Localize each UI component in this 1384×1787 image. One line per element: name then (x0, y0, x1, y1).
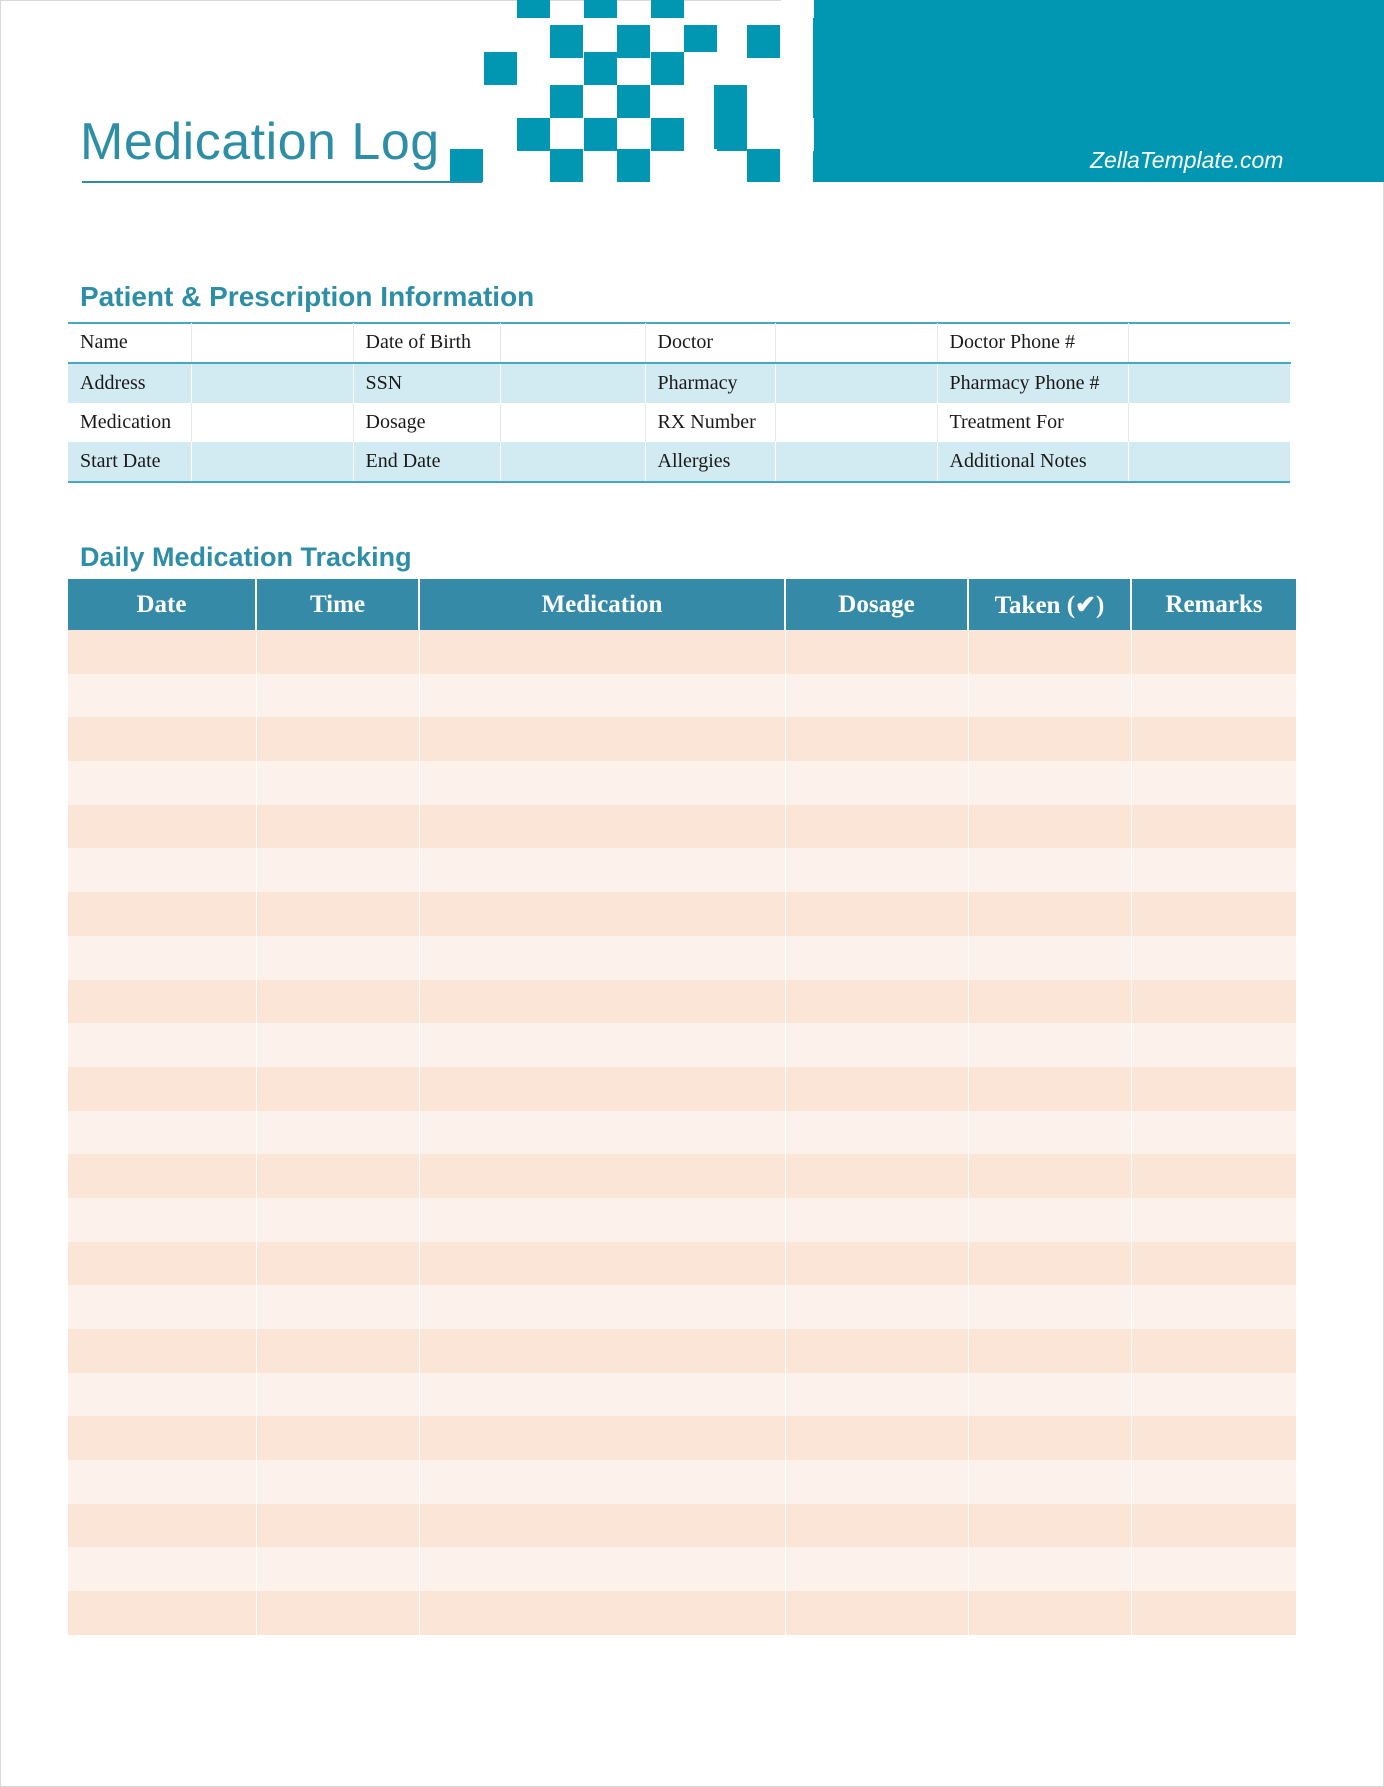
tracking-cell[interactable] (1131, 1329, 1296, 1373)
decor-square (781, 118, 814, 151)
info-row (68, 323, 1290, 363)
tracking-cell[interactable] (419, 1504, 785, 1548)
info-value-field[interactable] (1128, 363, 1290, 403)
tracking-cell[interactable] (968, 892, 1131, 936)
tracking-cell[interactable] (785, 1198, 968, 1242)
tracking-cell[interactable] (785, 630, 968, 674)
tracking-cell[interactable] (785, 1023, 968, 1067)
tracking-cell[interactable] (968, 848, 1131, 892)
tracking-cell[interactable] (968, 1242, 1131, 1286)
tracking-cell[interactable] (785, 761, 968, 805)
info-label: Pharmacy Phone # (937, 363, 1128, 403)
tracking-cell[interactable] (68, 674, 256, 718)
tracking-cell[interactable] (256, 892, 419, 936)
info-label: Pharmacy (645, 363, 775, 403)
info-value-field[interactable] (191, 403, 353, 442)
tracking-table (68, 579, 1296, 1635)
tracking-cell[interactable] (968, 1504, 1131, 1548)
tracking-cell[interactable] (419, 1242, 785, 1286)
info-label: Dosage (353, 403, 500, 442)
tracking-cell[interactable] (256, 674, 419, 718)
tracking-cell[interactable] (419, 980, 785, 1024)
table-row (68, 805, 1296, 849)
decor-square (584, 118, 617, 151)
tracking-cell[interactable] (68, 1154, 256, 1198)
title-underline (82, 181, 482, 183)
column-header: Dosage (785, 579, 968, 630)
decor-square (484, 52, 517, 85)
tracking-cell[interactable] (1131, 1198, 1296, 1242)
info-value-field[interactable] (775, 323, 937, 363)
tracking-cell[interactable] (256, 848, 419, 892)
tracking-cell[interactable] (419, 630, 785, 674)
tracking-cell[interactable] (68, 1023, 256, 1067)
tracking-cell[interactable] (968, 761, 1131, 805)
decor-square (584, 52, 617, 85)
decor-square (747, 149, 780, 182)
info-label: Treatment For (937, 403, 1128, 442)
info-value-field[interactable] (500, 403, 645, 442)
patient-info-table (68, 323, 1291, 481)
tracking-cell[interactable] (256, 936, 419, 980)
table-row (68, 1460, 1296, 1504)
tracking-cell[interactable] (1131, 1504, 1296, 1548)
info-value-field[interactable] (1128, 323, 1290, 363)
column-header: Medication (419, 579, 785, 630)
tracking-cell[interactable] (1131, 1547, 1296, 1591)
tracking-cell[interactable] (419, 1416, 785, 1460)
table-row (68, 1373, 1296, 1417)
tracking-cell[interactable] (1131, 761, 1296, 805)
info-value-field[interactable] (191, 323, 353, 363)
column-header: Time (256, 579, 419, 630)
tracking-cell[interactable] (785, 717, 968, 761)
table-row (68, 674, 1296, 718)
decor-square (550, 85, 583, 118)
tracking-cell[interactable] (1131, 848, 1296, 892)
website-label: ZellaTemplate.com (1090, 147, 1284, 173)
tracking-cell[interactable] (785, 1111, 968, 1155)
tracking-cell[interactable] (419, 1329, 785, 1373)
table-row (68, 1198, 1296, 1242)
tracking-cell[interactable] (968, 1023, 1131, 1067)
info-label: End Date (353, 442, 500, 481)
tracking-cell[interactable] (968, 1416, 1131, 1460)
column-header: Taken (✔) (968, 579, 1131, 630)
table-row (68, 980, 1296, 1024)
decor-square (651, 118, 684, 151)
tracking-cell[interactable] (1131, 805, 1296, 849)
tracking-cell[interactable] (256, 1547, 419, 1591)
tracking-cell[interactable] (256, 1023, 419, 1067)
table-row (68, 848, 1296, 892)
tracking-cell[interactable] (785, 1416, 968, 1460)
decor-square (684, 52, 717, 85)
tracking-cell[interactable] (256, 1504, 419, 1548)
info-value-field[interactable] (1128, 442, 1290, 481)
tracking-cell[interactable] (68, 980, 256, 1024)
tracking-cell[interactable] (256, 805, 419, 849)
tracking-cell[interactable] (785, 1547, 968, 1591)
table-row (68, 761, 1296, 805)
info-value-field[interactable] (775, 442, 937, 481)
tracking-cell[interactable] (256, 1154, 419, 1198)
tracking-cell[interactable] (1131, 674, 1296, 718)
tracking-cell[interactable] (785, 892, 968, 936)
tracking-cell[interactable] (1131, 1591, 1296, 1635)
tracking-cell[interactable] (1131, 630, 1296, 674)
tracking-cell[interactable] (785, 805, 968, 849)
info-value-field[interactable] (1128, 403, 1290, 442)
tracking-cell[interactable] (1131, 1285, 1296, 1329)
decor-square (651, 0, 684, 18)
tracking-cell[interactable] (419, 717, 785, 761)
tracking-cell[interactable] (256, 1591, 419, 1635)
decor-square (450, 149, 483, 182)
info-label: RX Number (645, 403, 775, 442)
table-row (68, 936, 1296, 980)
info-value-field[interactable] (191, 442, 353, 481)
table-row (68, 1154, 1296, 1198)
tracking-cell[interactable] (256, 980, 419, 1024)
decor-square (550, 25, 583, 58)
tracking-cell[interactable] (419, 761, 785, 805)
tracking-cell[interactable] (785, 1154, 968, 1198)
column-header: Date (68, 579, 256, 630)
tracking-cell[interactable] (968, 674, 1131, 718)
table-row (68, 1023, 1296, 1067)
decor-square (617, 149, 650, 182)
tracking-cell[interactable] (968, 1111, 1131, 1155)
tracking-cell[interactable] (968, 1547, 1131, 1591)
tracking-cell[interactable] (68, 1198, 256, 1242)
tracking-cell[interactable] (785, 936, 968, 980)
tracking-cell[interactable] (1131, 936, 1296, 980)
tracking-cell[interactable] (68, 1242, 256, 1286)
info-label: Date of Birth (353, 323, 500, 363)
tracking-cell[interactable] (256, 1067, 419, 1111)
info-row (68, 403, 1290, 442)
tracking-cell[interactable] (68, 892, 256, 936)
tracking-cell[interactable] (68, 761, 256, 805)
tracking-cell[interactable] (1131, 892, 1296, 936)
tracking-cell[interactable] (785, 1329, 968, 1373)
decor-square (517, 118, 550, 151)
tracking-cell[interactable] (419, 848, 785, 892)
decor-square (584, 0, 617, 18)
tracking-cell[interactable] (68, 848, 256, 892)
table-row (68, 1416, 1296, 1460)
tracking-cell[interactable] (68, 1547, 256, 1591)
info-label: Start Date (68, 442, 191, 481)
page-title: Medication Log (80, 113, 440, 171)
tracking-cell[interactable] (1131, 980, 1296, 1024)
tracking-cell[interactable] (68, 1067, 256, 1111)
tracking-cell[interactable] (1131, 1373, 1296, 1417)
info-label: SSN (353, 363, 500, 403)
tracking-cell[interactable] (256, 1285, 419, 1329)
table-row (68, 1591, 1296, 1635)
tracking-cell[interactable] (785, 1067, 968, 1111)
tracking-cell[interactable] (256, 761, 419, 805)
info-bottom-rule (68, 481, 1290, 483)
tracking-cell[interactable] (785, 674, 968, 718)
tracking-cell[interactable] (68, 1111, 256, 1155)
info-value-field[interactable] (775, 403, 937, 442)
tracking-cell[interactable] (256, 1329, 419, 1373)
info-label: Doctor Phone # (937, 323, 1128, 363)
tracking-cell[interactable] (256, 1242, 419, 1286)
tracking-cell[interactable] (419, 1067, 785, 1111)
tracking-cell[interactable] (419, 1460, 785, 1504)
tracking-cell[interactable] (968, 1460, 1131, 1504)
tracking-cell[interactable] (968, 1329, 1131, 1373)
tracking-cell[interactable] (1131, 1111, 1296, 1155)
tracking-cell[interactable] (68, 1416, 256, 1460)
tracking-cell[interactable] (785, 1591, 968, 1635)
tracking-cell[interactable] (785, 1460, 968, 1504)
column-header: Remarks (1131, 579, 1296, 630)
info-value-field[interactable] (191, 363, 353, 403)
tracking-cell[interactable] (1131, 1242, 1296, 1286)
info-label: Allergies (645, 442, 775, 481)
info-label: Address (68, 363, 191, 403)
tracking-cell[interactable] (68, 1504, 256, 1548)
tracking-cell[interactable] (968, 805, 1131, 849)
tracking-cell[interactable] (785, 1373, 968, 1417)
info-label: Additional Notes (937, 442, 1128, 481)
patient-section-title: Patient & Prescription Information (80, 281, 535, 312)
decor-square (617, 85, 650, 118)
tracking-cell[interactable] (419, 892, 785, 936)
table-row (68, 1504, 1296, 1548)
tracking-cell[interactable] (968, 980, 1131, 1024)
tracking-cell[interactable] (256, 717, 419, 761)
tracking-cell[interactable] (968, 717, 1131, 761)
tracking-cell[interactable] (785, 980, 968, 1024)
tracking-cell[interactable] (256, 1416, 419, 1460)
tracking-cell[interactable] (419, 1023, 785, 1067)
tracking-cell[interactable] (968, 1198, 1131, 1242)
tracking-cell[interactable] (68, 1460, 256, 1504)
decor-square (651, 52, 684, 85)
tracking-cell[interactable] (419, 936, 785, 980)
decor-square (781, 0, 814, 18)
tracking-cell[interactable] (785, 1504, 968, 1548)
tracking-cell[interactable] (68, 1373, 256, 1417)
table-row (68, 892, 1296, 936)
table-row (68, 1067, 1296, 1111)
tracking-cell[interactable] (968, 1154, 1131, 1198)
tracking-cell[interactable] (68, 717, 256, 761)
tracking-cell[interactable] (1131, 717, 1296, 761)
decor-square (550, 149, 583, 182)
tracking-cell[interactable] (419, 1154, 785, 1198)
tracking-cell[interactable] (68, 1591, 256, 1635)
decor-square (517, 0, 550, 18)
tracking-cell[interactable] (68, 630, 256, 674)
tracking-cell[interactable] (1131, 1460, 1296, 1504)
table-row (68, 1111, 1296, 1155)
tracking-cell[interactable] (419, 1591, 785, 1635)
tracking-cell[interactable] (968, 1067, 1131, 1111)
tracking-cell[interactable] (1131, 1416, 1296, 1460)
tracking-cell[interactable] (1131, 1154, 1296, 1198)
table-row (68, 1285, 1296, 1329)
table-row (68, 630, 1296, 674)
tracking-cell[interactable] (968, 1373, 1131, 1417)
tracking-cell[interactable] (419, 1111, 785, 1155)
decor-square (684, 85, 717, 118)
info-value-field[interactable] (775, 363, 937, 403)
info-value-field[interactable] (500, 363, 645, 403)
tracking-cell[interactable] (68, 805, 256, 849)
info-label: Medication (68, 403, 191, 442)
info-row (68, 363, 1290, 403)
info-value-field[interactable] (500, 323, 645, 363)
tracking-cell[interactable] (1131, 1067, 1296, 1111)
tracking-cell[interactable] (785, 1242, 968, 1286)
tracking-cell[interactable] (419, 1547, 785, 1591)
tracking-cell[interactable] (419, 805, 785, 849)
info-row (68, 442, 1290, 481)
decor-square (684, 149, 717, 182)
decor-square (747, 25, 780, 58)
tracking-cell[interactable] (968, 1285, 1131, 1329)
tracking-cell[interactable] (419, 1198, 785, 1242)
tracking-cell[interactable] (256, 1460, 419, 1504)
tracking-cell[interactable] (419, 674, 785, 718)
table-row (68, 1547, 1296, 1591)
info-value-field[interactable] (500, 442, 645, 481)
tracking-cell[interactable] (68, 1329, 256, 1373)
table-row (68, 717, 1296, 761)
tracking-cell[interactable] (68, 1285, 256, 1329)
tracking-cell[interactable] (256, 1198, 419, 1242)
decor-square (617, 25, 650, 58)
tracking-cell[interactable] (968, 936, 1131, 980)
decor-square (714, 118, 747, 151)
tracking-cell[interactable] (256, 1111, 419, 1155)
tracking-section-title: Daily Medication Tracking (80, 542, 412, 572)
tracking-cell[interactable] (968, 1591, 1131, 1635)
info-label: Doctor (645, 323, 775, 363)
tracking-cell[interactable] (256, 1373, 419, 1417)
tracking-cell[interactable] (68, 936, 256, 980)
table-row (68, 1242, 1296, 1286)
decor-square (714, 85, 747, 118)
tracking-cell[interactable] (256, 630, 419, 674)
tracking-cell[interactable] (968, 630, 1131, 674)
tracking-cell[interactable] (785, 1285, 968, 1329)
tracking-cell[interactable] (1131, 1023, 1296, 1067)
tracking-cell[interactable] (419, 1285, 785, 1329)
table-row (68, 1329, 1296, 1373)
tracking-cell[interactable] (785, 848, 968, 892)
tracking-cell[interactable] (419, 1373, 785, 1417)
info-label: Name (68, 323, 191, 363)
